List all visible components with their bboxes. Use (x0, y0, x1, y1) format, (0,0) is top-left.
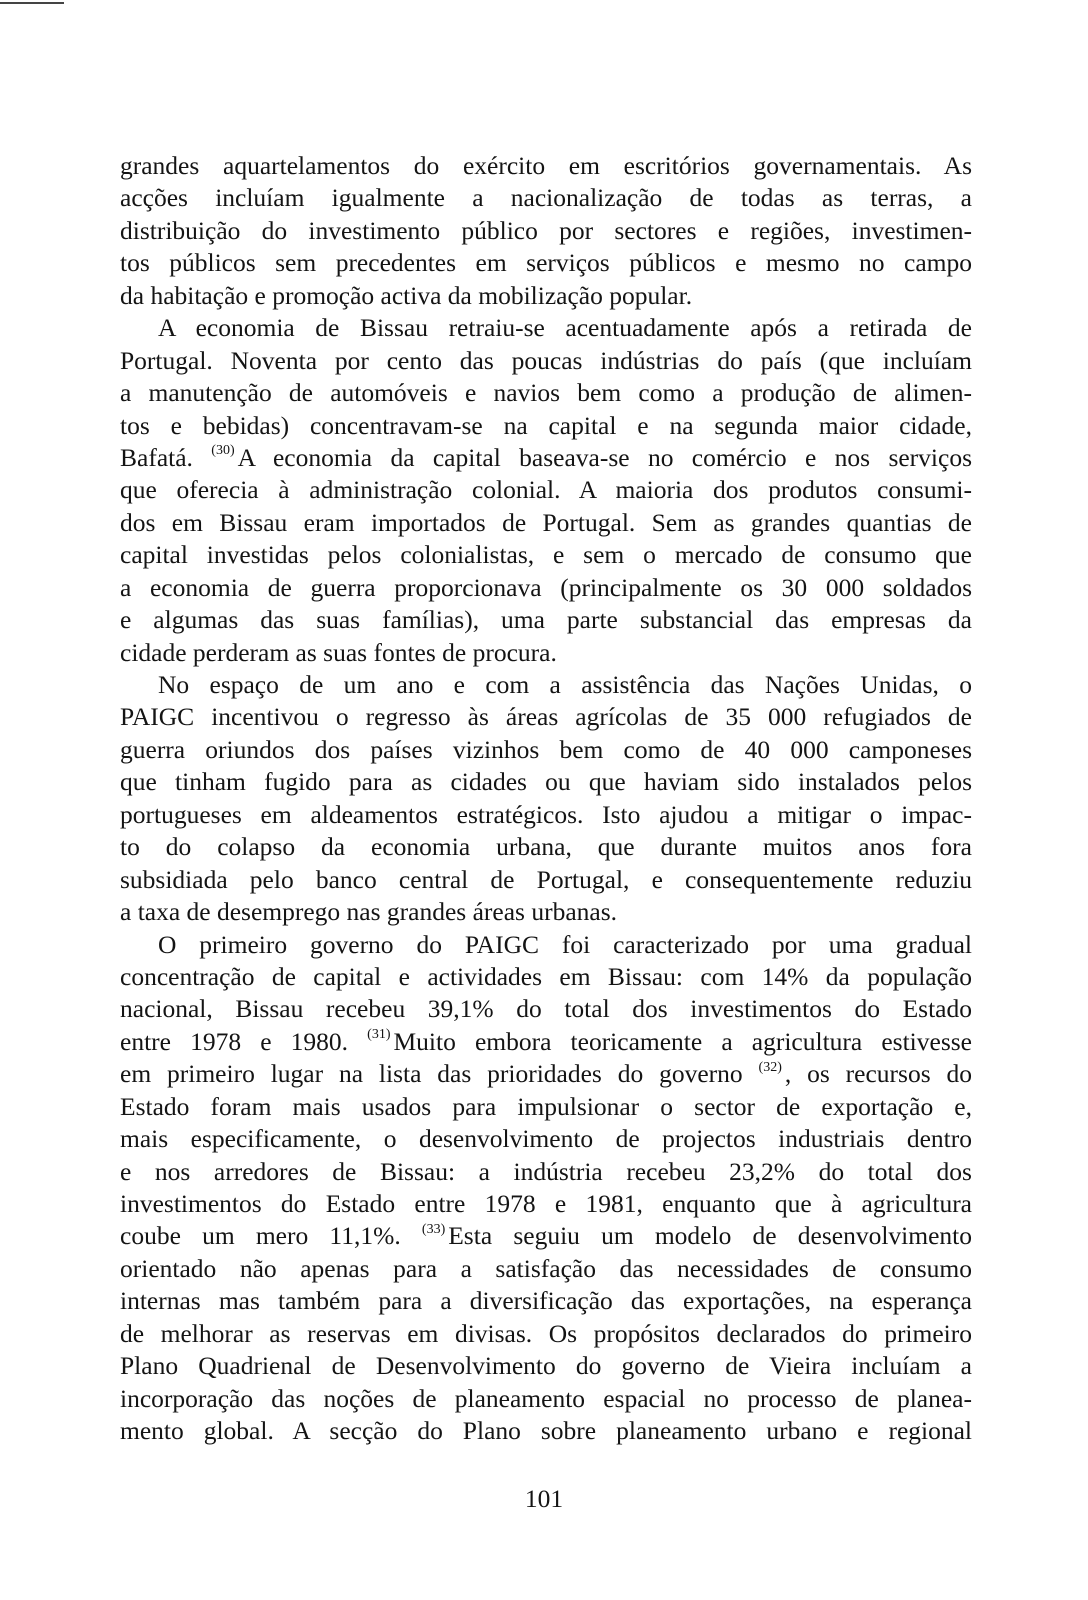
line-text: mais especificamente, o desenvolvimento de projectos industriais dentro (120, 1124, 972, 1154)
line-text: investimentos do Estado entre 1978 e 1981, enquanto que à agricultura (120, 1189, 972, 1218)
text-line (120, 896, 972, 928)
line-text: incorporação das noções de planeamento espacial no processo de planea- (120, 1383, 972, 1413)
line-text-before-note: entre 1978 e 1980. (120, 1026, 349, 1056)
line-text-before-note: em primeiro lugar na lista das prioridades do governo (120, 1059, 743, 1089)
line-text-before-note: Bafatá. (120, 442, 193, 472)
text-line (120, 215, 972, 247)
footnote-reference: (30) (211, 443, 235, 459)
footnote-reference: (33) (421, 1221, 446, 1237)
text-line (120, 247, 972, 279)
line-text: No espaço de um ano e com a assistência das Nações Unidas, o (158, 670, 972, 699)
line-text: a economia de guerra proporcionava (principalmente os 30 000 soldados (120, 572, 972, 602)
line-text: de melhorar as reservas em divisas. Os propósitos declarados do primeiro (120, 1318, 972, 1348)
text-line (120, 734, 972, 766)
text-line (120, 799, 972, 831)
line-text: distribuição do investimento público por sectores e regiões, investimen- (120, 215, 972, 245)
line-text-before-note: coube um mero 11,1%. (120, 1221, 401, 1251)
text-line (120, 604, 972, 636)
line-text: Plano Quadrienal de Desenvolvimento do governo de Vieira incluíam a (120, 1351, 972, 1381)
line-text: subsidiada pelo banco central de Portugal, e consequentemente reduziu (120, 864, 972, 894)
text-line (120, 1253, 972, 1285)
text-line (120, 1091, 972, 1123)
text-line (120, 1220, 972, 1252)
line-text: Muito embora teoricamente a agricultura estivesse (393, 1026, 972, 1056)
text-line (120, 1026, 972, 1058)
line-text: da habitação e promoção activa da mobilização popular. (120, 280, 693, 310)
text-line (120, 182, 972, 214)
line-text: e nos arredores de Bissau: a indústria recebeu 23,2% do total dos (120, 1156, 972, 1186)
line-text: que oferecia à administração colonial. A maioria dos produtos consumi- (120, 475, 972, 505)
text-line (120, 539, 972, 571)
text-line (120, 1383, 972, 1415)
line-text: to do colapso da economia urbana, que durante muitos anos fora (120, 832, 972, 862)
text-line (120, 1058, 972, 1090)
line-text: Esta seguiu um modelo de desenvolvimento (448, 1221, 972, 1251)
line-text: capital investidas pelos colonialistas, e sem o mercado de consumo que (120, 540, 972, 570)
line-text: a taxa de desemprego nas grandes áreas urbanas. (120, 897, 618, 927)
line-text: acções incluíam igualmente a nacionalização de todas as terras, a (120, 183, 972, 213)
page-number: 101 (524, 1484, 564, 1513)
line-text: a manutenção de automóveis e navios bem como a produção de alimen- (120, 378, 972, 408)
text-line (120, 572, 972, 604)
text-line (120, 766, 972, 798)
text-line (120, 961, 972, 993)
text-line (120, 345, 972, 377)
line-text: concentração de capital e actividades em Bissau: com 14% da população (120, 961, 972, 991)
text-line (120, 1285, 972, 1317)
line-text: Estado foram mais usados para impulsionar o sector de exportação e, (120, 1091, 972, 1121)
text-line (120, 312, 972, 344)
line-text: A economia da capital baseava-se no comércio e nos serviços (237, 442, 973, 472)
line-text: dos em Bissau eram importados de Portugal. Sem as grandes quantias de (120, 507, 972, 537)
text-line (120, 831, 972, 863)
text-line (120, 669, 972, 701)
line-text: nacional, Bissau recebeu 39,1% do total dos investimentos do Estado (120, 994, 972, 1024)
text-line (120, 474, 972, 506)
scan-edge-mark (0, 2, 64, 4)
text-line (120, 507, 972, 539)
line-text: mento global. A secção do Plano sobre planeamento urbano e regional (120, 1416, 972, 1446)
line-text: Portugal. Noventa por cento das poucas indústrias do país (que incluíam (120, 345, 972, 375)
text-line (120, 150, 972, 182)
text-line (120, 1415, 972, 1447)
text-line (120, 280, 972, 312)
line-text: grandes aquartelamentos do exército em escritórios governamentais. As (120, 151, 972, 180)
body-text (120, 150, 972, 1448)
line-text: portugueses em aldeamentos estratégicos. Isto ajudou a mitigar o impac- (120, 799, 972, 829)
line-text: , os recursos do (784, 1059, 973, 1089)
line-text: tos públicos sem precedentes em serviços públicos e mesmo no campo (120, 248, 972, 278)
text-line (120, 1318, 972, 1350)
line-text: orientado não apenas para a satisfação das necessidades de consumo (120, 1253, 972, 1283)
line-text: internas mas também para a diversificação das exportações, na esperança (120, 1286, 972, 1316)
footnote-reference: (31) (367, 1027, 391, 1043)
line-text: tos e bebidas) concentravam-se na capital e na segunda maior cidade, (120, 410, 972, 440)
footnote-reference: (32) (758, 1059, 782, 1075)
line-text: guerra oriundos dos países vizinhos bem como de 40 000 camponeses (120, 734, 972, 764)
line-text: que tinham fugido para as cidades ou que haviam sido instalados pelos (120, 767, 972, 797)
text-line (120, 377, 972, 409)
text-line (120, 637, 972, 669)
text-line (120, 701, 972, 733)
text-line (120, 410, 972, 442)
text-line (120, 1156, 972, 1188)
text-line (120, 1123, 972, 1155)
text-line (120, 1350, 972, 1382)
text-line (120, 1188, 972, 1220)
line-text: PAIGC incentivou o regresso às áreas agrícolas de 35 000 refugiados de (120, 702, 972, 732)
text-line (120, 929, 972, 961)
line-text: O primeiro governo do PAIGC foi caracterizado por uma gradual (158, 929, 972, 959)
text-line (120, 864, 972, 896)
line-text: e algumas das suas famílias), uma parte substancial das empresas da (120, 605, 972, 635)
line-text: A economia de Bissau retraiu-se acentuadamente após a retirada de (158, 313, 972, 343)
text-line (120, 442, 972, 474)
text-line (120, 993, 972, 1025)
line-text: cidade perderam as suas fontes de procura. (120, 637, 557, 667)
